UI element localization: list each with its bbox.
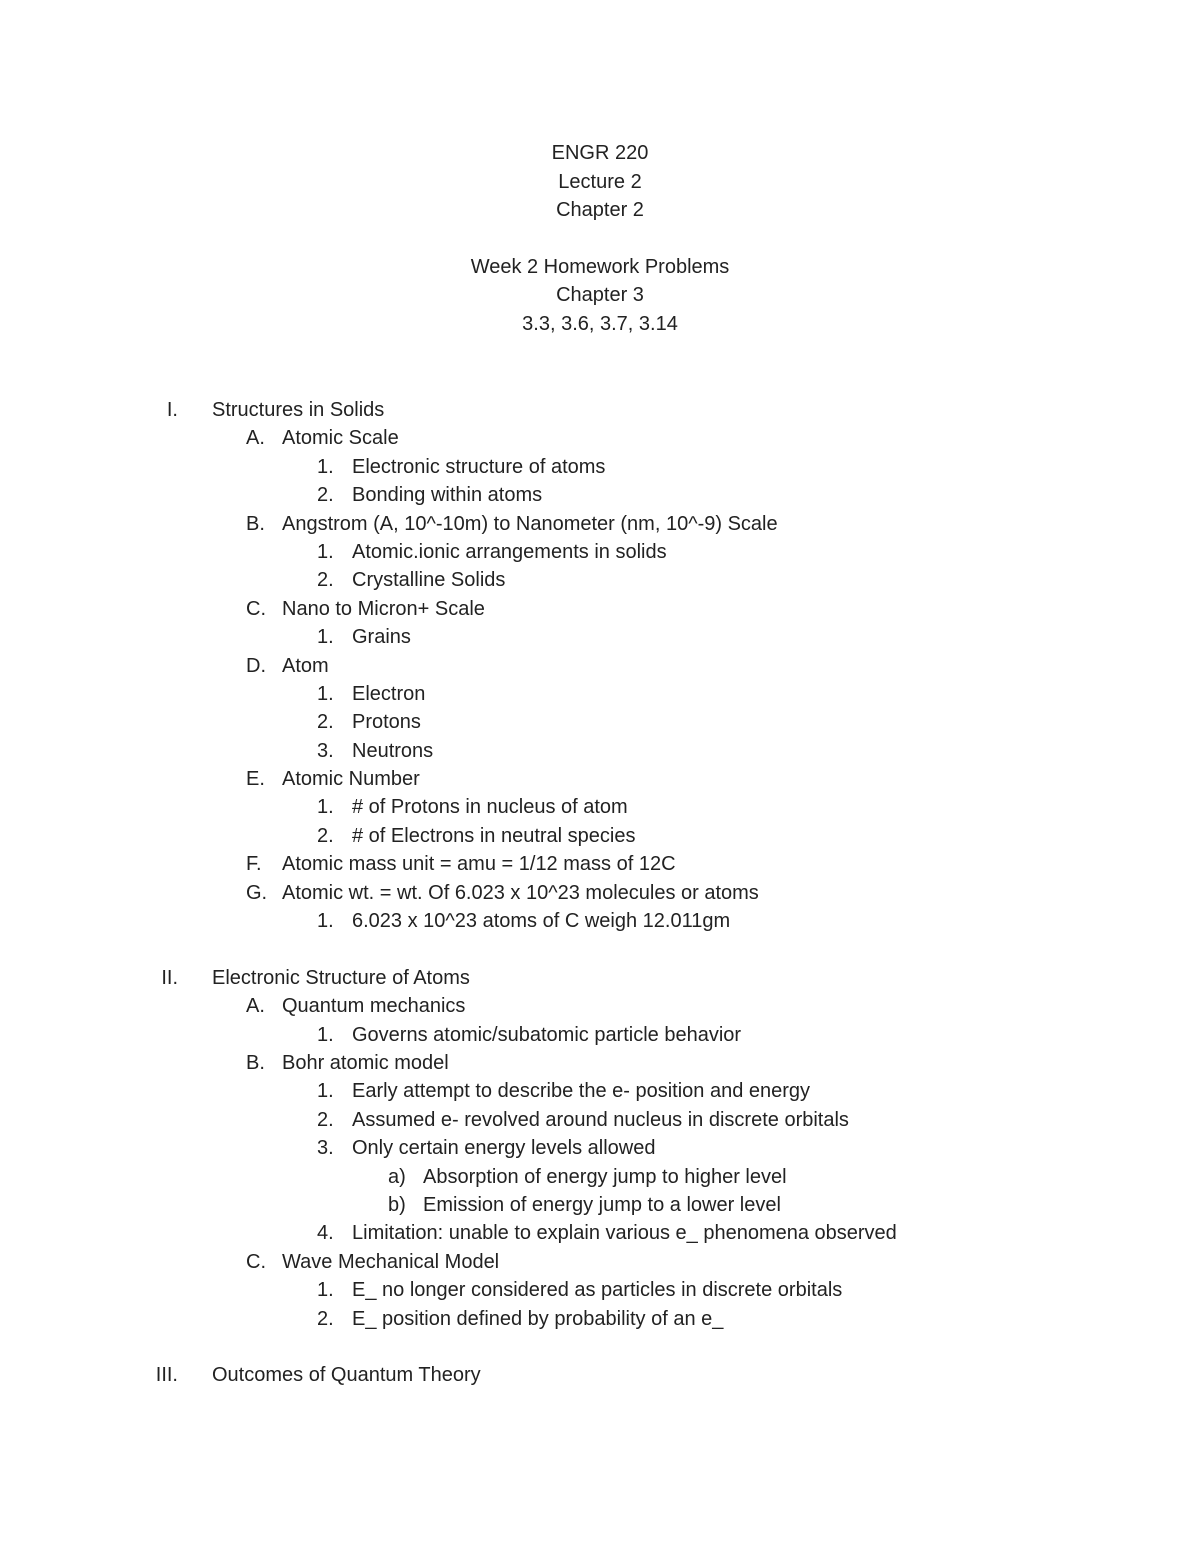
outline-subsection [0,424,1200,452]
outline-subsection [0,850,1200,878]
outline-item [0,538,1200,566]
outline-subsection [0,595,1200,623]
outline-item [0,708,1200,736]
header-spacer [0,225,1200,253]
outline-marker: 2. [317,1108,334,1131]
outline-text: Atom [282,654,329,677]
outline-marker: II. [161,966,178,989]
outline-spacer [0,935,1200,963]
outline-marker: I. [166,399,178,421]
outline-marker: 1. [317,626,334,649]
outline-text: Assumed e- revolved around nucleus in discrete orbitals [352,1108,849,1131]
outline-text: Electron [352,682,426,705]
outline-subsection [0,992,1200,1020]
outline-marker: 1. [317,540,334,563]
outline-marker: 1. [317,796,334,819]
outline-text: Absorption of energy jump to higher level [423,1165,787,1188]
outline-marker: 2. [317,711,334,734]
outline-item [0,453,1200,481]
outline-text: Wave Mechanical Model [282,1250,500,1273]
outline-text: Grains [352,626,411,649]
outline-marker: F. [246,853,262,876]
outline-text: Atomic Number [282,768,420,791]
outline-marker: 2. [317,569,334,592]
outline-text: Early attempt to describe the e- position and energy [352,1080,811,1103]
outline-text: Atomic.ionic arrangements in solids [352,540,667,563]
outline-text: E_ position defined by probability of an e_ [352,1307,724,1330]
outline-item [0,1276,1200,1304]
outline-subsection [0,652,1200,680]
outline-marker: 3. [317,739,334,762]
outline-item [0,907,1200,935]
outline-subitem [0,1191,1200,1219]
outline-item [0,1021,1200,1049]
lecture-label: Lecture 2 [558,170,642,193]
outline-item [0,1219,1200,1247]
outline-marker: C. [246,1250,266,1273]
outline-text: Bonding within atoms [352,484,543,507]
outline-marker: E. [246,768,265,791]
outline-marker: 1. [317,682,334,705]
outline-item [0,566,1200,594]
outline-marker: 4. [317,1222,334,1245]
outline-item [0,680,1200,708]
outline-subsection [0,1248,1200,1276]
outline-subsection [0,1049,1200,1077]
outline-item [0,1106,1200,1134]
outline-item [0,737,1200,765]
outline-marker: a) [388,1165,406,1188]
outline-text: Crystalline Solids [352,569,506,592]
outline-item [0,793,1200,821]
document-header [0,139,1200,338]
outline-marker: b) [388,1193,406,1216]
outline-text: Electronic Structure of Atoms [212,966,470,989]
outline-item [0,481,1200,509]
outline-text: E_ no longer considered as particles in discrete orbitals [352,1279,843,1302]
outline-text: # of Electrons in neutral species [352,824,636,847]
outline-text: Atomic wt. = wt. Of 6.023 x 10^23 molecules or atoms [282,881,759,904]
course-title: ENGR 220 [551,142,649,164]
outline-marker: 1. [317,910,334,933]
outline-marker: 2. [317,1307,334,1330]
outline-subsection [0,765,1200,793]
outline-text: Neutrons [352,739,434,762]
outline-item [0,1134,1200,1162]
outline-marker: 1. [317,1279,334,1302]
outline-text: Nano to Micron+ Scale [282,597,485,620]
outline-section [0,396,1200,424]
outline-text: 6.023 x 10^23 atoms of C weigh 12.011gm [352,910,731,933]
outline-marker: 3. [317,1137,334,1160]
outline-text: Outcomes of Quantum Theory [212,1364,481,1387]
outline-subitem [0,1163,1200,1191]
outline-section [0,1361,1200,1389]
homework-problems: 3.3, 3.6, 3.7, 3.14 [522,312,678,335]
outline-marker: 1. [317,1080,334,1103]
outline-marker: B. [246,1051,265,1074]
homework-chapter: Chapter 3 [556,284,644,306]
outline-marker: 2. [317,484,334,507]
outline-item [0,623,1200,651]
outline-text: Electronic structure of atoms [352,455,606,478]
outline-text: Protons [352,711,421,734]
outline-text: Emission of energy jump to a lower level [423,1193,781,1216]
outline-marker: 1. [317,1023,334,1046]
outline-text: Only certain energy levels allowed [352,1137,656,1160]
outline-text: Governs atomic/subatomic particle behavior [352,1023,742,1046]
outline-text: Atomic Scale [282,427,399,450]
outline-marker: B. [246,512,265,535]
outline-subsection [0,879,1200,907]
outline-text: Limitation: unable to explain various e_ phenomena observed [352,1222,897,1245]
outline-marker: A. [246,427,265,450]
outline-text: Structures in Solids [212,399,385,421]
outline-marker: 1. [317,455,334,478]
outline-text: # of Protons in nucleus of atom [352,796,628,819]
outline-text: Atomic mass unit = amu = 1/12 mass of 12C [282,853,676,876]
outline-marker: C. [246,597,266,620]
outline-item [0,1305,1200,1333]
chapter-label: Chapter 2 [556,199,644,221]
outline-subsection [0,510,1200,538]
outline-marker: D. [246,654,266,677]
homework-title: Week 2 Homework Problems [470,255,730,278]
outline-text: Quantum mechanics [282,995,466,1018]
outline-section [0,964,1200,992]
outline-marker: G. [246,881,268,904]
outline-item [0,1077,1200,1105]
outline-marker: III. [155,1364,178,1387]
outline-item [0,822,1200,850]
outline-text: Angstrom (A, 10^-10m) to Nanometer (nm, 10^-9) Scale [282,512,778,535]
outline-spacer [0,1333,1200,1361]
outline-marker: 2. [317,824,334,847]
outline-marker: A. [246,995,265,1018]
lecture-outline [0,396,1200,1390]
outline-text: Bohr atomic model [282,1051,449,1074]
